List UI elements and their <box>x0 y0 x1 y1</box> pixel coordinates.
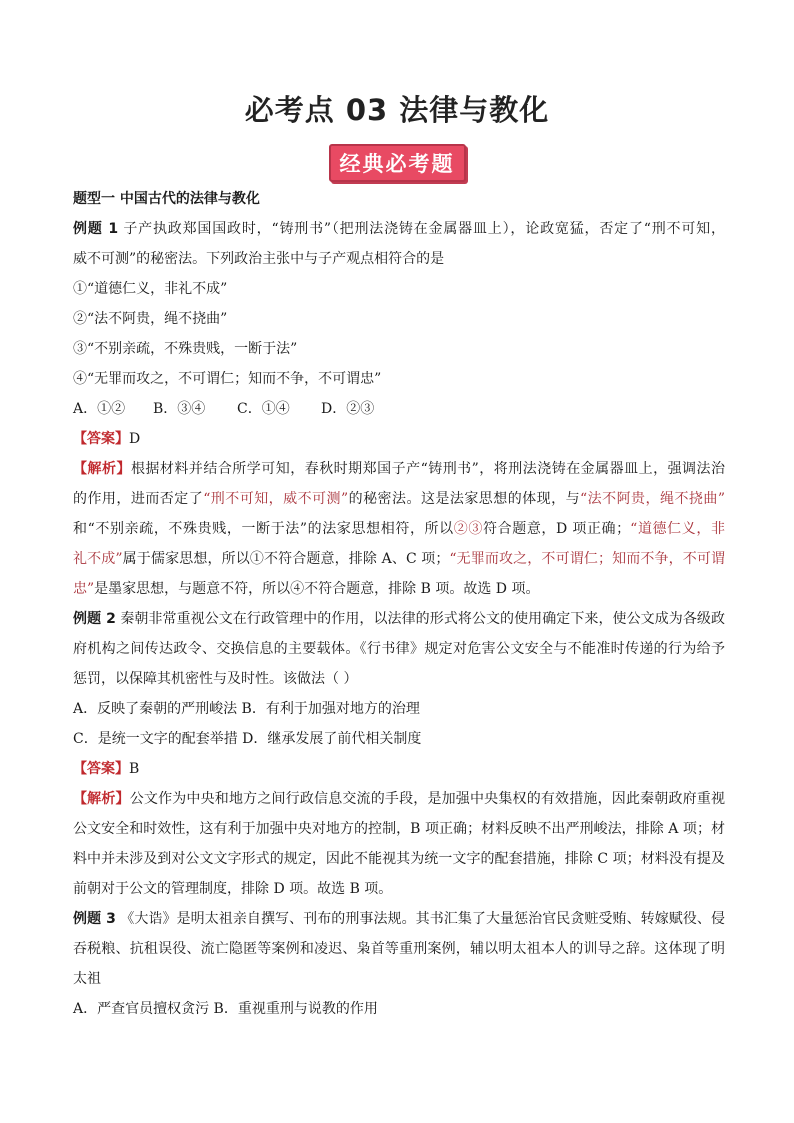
q1-label: 例题 1 <box>73 221 119 237</box>
q1-option-a: A．①② <box>73 401 126 417</box>
q2-options-cd: C．是统一文字的配套举措 D．继承发展了前代相关制度 <box>73 731 422 747</box>
content <box>73 184 725 1024</box>
section-heading: 题型一 中国古代的法律与教化 <box>73 191 260 207</box>
q3-label: 例题 3 <box>73 911 116 927</box>
q1-stem-line-1: 例题 1 子产执政郑国国政时，“铸刑书”（把刑法浇铸在金属器皿上），论政宽猛，否定了“刑不可知， <box>73 221 725 237</box>
q2-label: 例题 2 <box>73 611 116 627</box>
q1-answer: 【答案】D <box>73 431 141 447</box>
q1-item-3: ③“不别亲疏，不殊贵贱，一断于法” <box>73 341 298 357</box>
q2-analysis-line-1: 【解析】公文作为中央和地方之间行政信息交流的手段，是加强中央集权的有效措施，因此秦朝政府重视 <box>73 791 725 807</box>
section-badge: 经典必考题 <box>329 144 466 182</box>
q1-analysis-line-5: 忠”是墨家思想，与题意不符，所以④不符合题意，排除 B 项。故选 D 项。 <box>73 581 540 597</box>
q1-analysis-line-2: 的作用，进而否定了“刑不可知，威不可测”的秘密法。这是法家思想的体现，与“法不阿贵，绳不挠曲” <box>73 491 725 507</box>
page-title: 必考点 03 法律与教化 <box>244 93 550 127</box>
q2-stem-line-3: 惩罚，以保障其机密性与及时性。该做法（ ） <box>73 671 358 687</box>
q3-stem-line-3: 太祖 <box>73 971 101 987</box>
q2-options-ab: A．反映了秦朝的严刑峻法 B．有利于加强对地方的治理 <box>73 701 420 717</box>
q2-analysis-line-2: 公文安全和时效性，这有利于加强中央对地方的控制，B 项正确；材料反映不出严刑峻法，排除 A 项；材 <box>73 821 725 837</box>
q3-options-ab: A．严查官员擅权贪污 B．重视重刑与说教的作用 <box>73 1001 378 1017</box>
q1-option-c: C．①④ <box>237 401 290 417</box>
q1-analysis-line-1: 【解析】根据材料并结合所学可知，春秋时期郑国子产“铸刑书”，将刑法浇铸在金属器皿上，强调法治 <box>73 461 725 477</box>
q2-analysis-line-3: 料中并未涉及到对公文文字形式的规定，因此不能视其为统一文字的配套措施，排除 C 项；材料没有提及 <box>73 851 725 867</box>
q1-item-4: ④“无罪而攻之，不可谓仁；知而不争，不可谓忠” <box>73 371 382 387</box>
q2-answer: 【答案】B <box>73 761 140 777</box>
q1-options <box>73 394 725 424</box>
q1-analysis-line-4: 礼不成”属于儒家思想，所以①不符合题意，排除 A、C 项；“无罪而攻之，不可谓仁；知而不争，不可谓 <box>73 551 725 567</box>
q1-item-1: ①“道德仁义，非礼不成” <box>73 281 228 297</box>
q2-analysis-line-4: 前朝对于公文的管理制度，排除 D 项。故选 B 项。 <box>73 881 393 897</box>
q1-option-b: B．③④ <box>153 401 206 417</box>
q1-analysis-line-3: 和“不别亲疏，不殊贵贱，一断于法”的法家思想相符，所以②③符合题意，D 项正确；“道德仁义，非 <box>73 521 725 537</box>
q1-stem-line-2: 威不可测”的秘密法。下列政治主张中与子产观点相符合的是 <box>73 251 445 267</box>
q1-item-2: ②“法不阿贵，绳不挠曲” <box>73 311 228 327</box>
q1-option-d: D．②③ <box>321 401 375 417</box>
q2-stem-line-1: 例题 2 秦朝非常重视公文在行政管理中的作用，以法律的形式将公文的使用确定下来，使公文成为各级政 <box>73 611 725 627</box>
q3-stem-line-2: 吞税粮、抗租误役、流亡隐匿等案例和凌迟、枭首等重刑案例，辅以明太祖本人的训导之辞。这体现了明 <box>73 941 725 957</box>
q3-stem-line-1: 例题 3 《大诰》是明太祖亲自撰写、刊布的刑事法规。其书汇集了大量惩治官民贪赃受贿、转嫁赋役、侵 <box>73 911 725 927</box>
q2-stem-line-2: 府机构之间传达政令、交换信息的主要载体。《行书律》规定对危害公文安全与不能准时传递的行为给予 <box>73 641 725 657</box>
